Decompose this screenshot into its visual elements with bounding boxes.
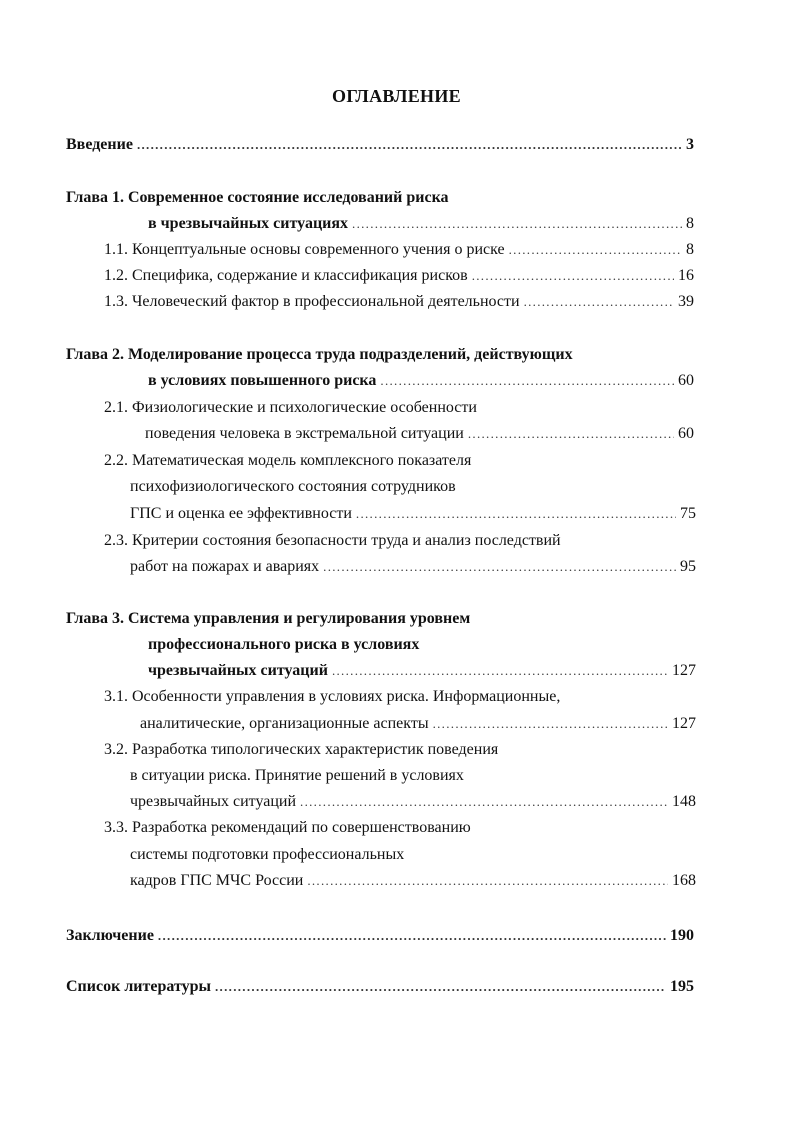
toc-label: поведения человека в экстремальной ситуации bbox=[145, 425, 464, 442]
toc-section-number: 1.1. bbox=[104, 241, 128, 258]
toc-section-number: 2.3. bbox=[104, 532, 128, 549]
toc-entry-references bbox=[66, 975, 694, 999]
toc-section-number: 2.1. bbox=[104, 399, 128, 416]
page-title: ОГЛАВЛЕНИЕ bbox=[332, 86, 461, 106]
toc-section-2-3-line2 bbox=[130, 555, 696, 579]
toc-label bbox=[104, 290, 520, 314]
toc-leader bbox=[472, 264, 674, 288]
toc-label bbox=[104, 816, 471, 840]
toc-page: 95 bbox=[680, 558, 696, 575]
toc-section-label: Особенности управления в условиях риска. Информационные, bbox=[132, 688, 561, 705]
toc-section-label: Концептуальные основы современного учения о риске bbox=[132, 241, 505, 258]
toc-page: 60 bbox=[678, 425, 694, 442]
toc-section-3-2-line3 bbox=[130, 790, 696, 814]
toc-chapter-2-line1 bbox=[66, 343, 694, 367]
toc-chapter-1-line2 bbox=[148, 212, 694, 236]
toc-chapter-3-line3 bbox=[148, 659, 696, 683]
toc-leader bbox=[323, 555, 676, 579]
toc-page: 127 bbox=[672, 715, 696, 732]
toc-section-label: Человеческий фактор в профессиональной деятельности bbox=[132, 293, 520, 310]
toc-label bbox=[104, 685, 560, 709]
toc-section-2-1-line2 bbox=[145, 422, 694, 446]
toc-chapter-3-line2 bbox=[148, 633, 694, 657]
toc-section-2-2-line3 bbox=[130, 502, 696, 526]
toc-label: Заключение bbox=[66, 927, 154, 944]
toc-leader bbox=[433, 712, 668, 736]
toc-section-label: Критерии состояния безопасности труда и анализ последствий bbox=[132, 532, 561, 549]
toc-section-number: 3.3. bbox=[104, 819, 128, 836]
toc-section-1-3 bbox=[104, 290, 694, 314]
toc-leader bbox=[380, 369, 674, 393]
toc-page: 195 bbox=[670, 978, 694, 995]
toc-leader bbox=[509, 238, 682, 262]
toc-entry-conclusion bbox=[66, 924, 694, 948]
toc-section-3-1-line2 bbox=[140, 712, 696, 736]
toc-section-1-1 bbox=[104, 238, 694, 262]
toc-leader bbox=[215, 975, 666, 999]
toc-label bbox=[104, 738, 498, 762]
toc-section-2-2-line1 bbox=[104, 449, 694, 473]
toc-page: 127 bbox=[672, 662, 696, 679]
toc-leader bbox=[468, 422, 674, 446]
toc-section-3-1-line1 bbox=[104, 685, 694, 709]
toc-label: чрезвычайных ситуаций bbox=[148, 662, 328, 679]
toc-section-number: 1.3. bbox=[104, 293, 128, 310]
toc-page: 190 bbox=[670, 927, 694, 944]
toc-page: 16 bbox=[678, 267, 694, 284]
toc-section-number: 1.2. bbox=[104, 267, 128, 284]
toc-section-3-3-line1 bbox=[104, 816, 694, 840]
toc-chapter-2-line2 bbox=[148, 369, 694, 393]
toc-page: 8 bbox=[686, 215, 694, 232]
toc-leader bbox=[307, 869, 668, 893]
toc-page: 148 bbox=[672, 793, 696, 810]
toc-chapter-3-line1 bbox=[66, 607, 694, 631]
toc-leader bbox=[137, 133, 682, 157]
toc-page: 60 bbox=[678, 372, 694, 389]
toc-label: системы подготовки профессиональных bbox=[130, 846, 405, 863]
toc-label: профессионального риска в условиях bbox=[148, 636, 420, 653]
toc-section-3-3-line2 bbox=[130, 843, 694, 867]
toc-leader bbox=[524, 290, 674, 314]
toc-label: Список литературы bbox=[66, 978, 211, 995]
toc-section-2-1-line1 bbox=[104, 396, 694, 420]
toc-label: Глава 1. Современное состояние исследований риска bbox=[66, 189, 449, 206]
toc-label: в условиях повышенного риска bbox=[148, 372, 377, 389]
toc-label bbox=[104, 449, 471, 473]
toc-label bbox=[104, 529, 561, 553]
toc-leader bbox=[356, 502, 676, 526]
toc-label: в ситуации риска. Принятие решений в условиях bbox=[130, 767, 464, 784]
toc-page: 8 bbox=[686, 241, 694, 258]
toc-section-label: Математическая модель комплексного показателя bbox=[132, 452, 472, 469]
toc-label: чрезвычайных ситуаций bbox=[130, 793, 297, 810]
toc-label: Глава 2. Моделирование процесса труда подразделений, действующих bbox=[66, 346, 573, 363]
toc-page: 3 bbox=[686, 136, 694, 153]
toc-label: аналитические, организационные аспекты bbox=[140, 715, 429, 732]
toc-label: работ на пожарах и авариях bbox=[130, 558, 320, 575]
toc-chapter-1-line1 bbox=[66, 186, 694, 210]
toc-section-label: Специфика, содержание и классификация рисков bbox=[132, 267, 468, 284]
toc-leader bbox=[352, 212, 682, 236]
toc-label bbox=[104, 238, 505, 262]
toc-section-2-2-line2 bbox=[130, 475, 694, 499]
toc-label bbox=[104, 264, 468, 288]
toc-section-number: 3.2. bbox=[104, 741, 128, 758]
toc-section-1-2 bbox=[104, 264, 694, 288]
toc-leader bbox=[158, 924, 666, 948]
toc-label: ГПС и оценка ее эффективности bbox=[130, 505, 352, 522]
toc-leader bbox=[300, 790, 668, 814]
toc-label: в чрезвычайных ситуациях bbox=[148, 215, 349, 232]
toc-label: Введение bbox=[66, 136, 133, 153]
toc-page: 39 bbox=[678, 293, 694, 310]
toc-leader bbox=[332, 659, 668, 683]
toc-section-number: 2.2. bbox=[104, 452, 128, 469]
toc-section-3-2-line2 bbox=[130, 764, 694, 788]
toc-label: кадров ГПС МЧС России bbox=[130, 872, 304, 889]
toc-label bbox=[104, 396, 477, 420]
toc-section-label: Разработка рекомендаций по совершенствованию bbox=[132, 819, 471, 836]
toc-page: 75 bbox=[680, 505, 696, 522]
toc-label: Глава 3. Система управления и регулирования уровнем bbox=[66, 610, 471, 627]
toc-page: 168 bbox=[672, 872, 696, 889]
toc-section-label: Физиологические и психологические особенности bbox=[132, 399, 477, 416]
toc-section-2-3-line1 bbox=[104, 529, 694, 553]
toc-section-label: Разработка типологических характеристик поведения bbox=[132, 741, 499, 758]
toc-label: психофизиологического состояния сотрудников bbox=[130, 478, 456, 495]
toc-entry-intro bbox=[66, 133, 694, 157]
toc-section-3-2-line1 bbox=[104, 738, 694, 762]
toc-section-3-3-line3 bbox=[130, 869, 696, 893]
toc-section-number: 3.1. bbox=[104, 688, 128, 705]
